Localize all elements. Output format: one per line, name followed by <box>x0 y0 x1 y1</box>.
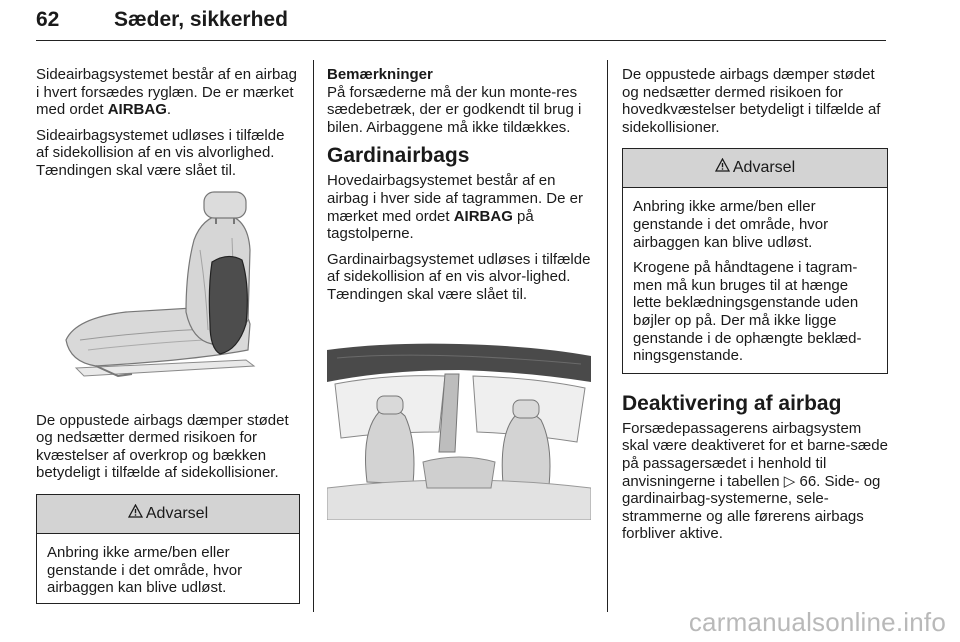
paragraph-curtain-airbag-trigger: Gardinairbagsystemet udløses i tilfælde af sidekollision af en vis alvor-lighed. Tændingen skal være slået til. <box>327 250 591 303</box>
column-divider-1 <box>313 60 314 612</box>
paragraph-side-airbag-trigger: Sideairbagsystemet udløses i tilfælde af sidekollision af en vis alvorlighed. Tændingen skal være slået til. <box>36 126 285 179</box>
header-rule <box>36 40 886 41</box>
chapter-title: Sæder, sikkerhed <box>114 8 288 31</box>
warning-header-2 <box>623 149 887 188</box>
paragraph-inflated-airbags: De oppustede airbags dæmper stødet og nedsætter dermed risikoen for kvæstelser af overkrop og bækken betydeligt i tilfælde af sidekollisioner. <box>36 411 289 482</box>
airbag-label-2: AIRBAG <box>453 207 513 225</box>
note-body: På forsæderne må der kun monte-res sædebetræk, der er godkendt til brug i bilen. Airbaggene må ikke tildækkes. <box>327 83 582 136</box>
column-3 <box>622 66 888 551</box>
seat-airbag-drawing <box>36 190 298 398</box>
paragraph-head-airbag-system: Hovedairbagsystemet består af en airbag i hver side af tagrammen. De er mærket med ordet AIRBAG på tagstolperne. <box>327 172 583 243</box>
warning-body-2 <box>623 188 887 372</box>
warning-body-2-p2: Krogene på håndtagene i tagram-men må kun bruges til at hænge lette beklædningsgenstande uden bøjler op på. Der må ikke ligge genstande i de ophængte beklæd-ningsgenstande. <box>633 259 862 365</box>
warning-body-2-p1: Anbring ikke arme/ben eller genstande i det område, hvor airbaggen kan blive udløst. <box>633 198 829 251</box>
heading-curtain-airbags: Gardinairbags <box>327 144 470 168</box>
warning-header-1 <box>37 495 299 534</box>
column-2 <box>327 66 595 520</box>
warning-title-2: Advarsel <box>732 159 796 177</box>
note-title: Bemærkninger <box>327 66 433 83</box>
column-divider-2 <box>607 60 608 612</box>
column-1 <box>36 66 300 604</box>
warning-box-1 <box>36 494 300 604</box>
page-reference-link[interactable]: 66 <box>799 472 817 490</box>
page-header <box>36 6 886 42</box>
page-reference-arrow-icon[interactable]: ▷ <box>783 472 800 490</box>
warning-triangle-icon <box>715 149 730 187</box>
curtain-airbag-drawing <box>327 312 591 520</box>
paragraph-deactivation: Forsædepassagerens airbagsystem skal være deaktiveret for et barne-sæde på passagersædet i henhold til anvisningerne i tabellen ▷ 66. Side- og gardinairbag-systemerne, sele-strammerne og alle førerens airbags forbliver aktive. <box>622 419 888 543</box>
paragraph-head-injuries: De oppustede airbags dæmper stødet og nedsætter dermed risikoen for hovedkvæstelser betydeligt i tilfælde af sidekollisioner. <box>622 66 881 136</box>
airbag-label: AIRBAG <box>107 101 167 119</box>
warning-triangle-icon <box>128 495 143 533</box>
watermark: carmanualsonline.info <box>688 607 946 637</box>
curtain-airbag-illustration <box>327 312 591 520</box>
warning-box-2 <box>622 148 888 373</box>
paragraph-side-airbag-system: Sideairbagsystemet består af en airbag i hvert forsædes ryglæn. De er mærket med ordet AIRBAG. <box>36 66 297 119</box>
warning-body-1: Anbring ikke arme/ben eller genstande i det område, hvor airbaggen kan blive udløst. <box>47 543 243 597</box>
seat-airbag-illustration <box>36 190 298 398</box>
page-number: 62 <box>36 8 60 31</box>
warning-title-1: Advarsel <box>145 504 209 522</box>
heading-deactivating-airbag: Deaktivering af airbag <box>622 391 842 415</box>
